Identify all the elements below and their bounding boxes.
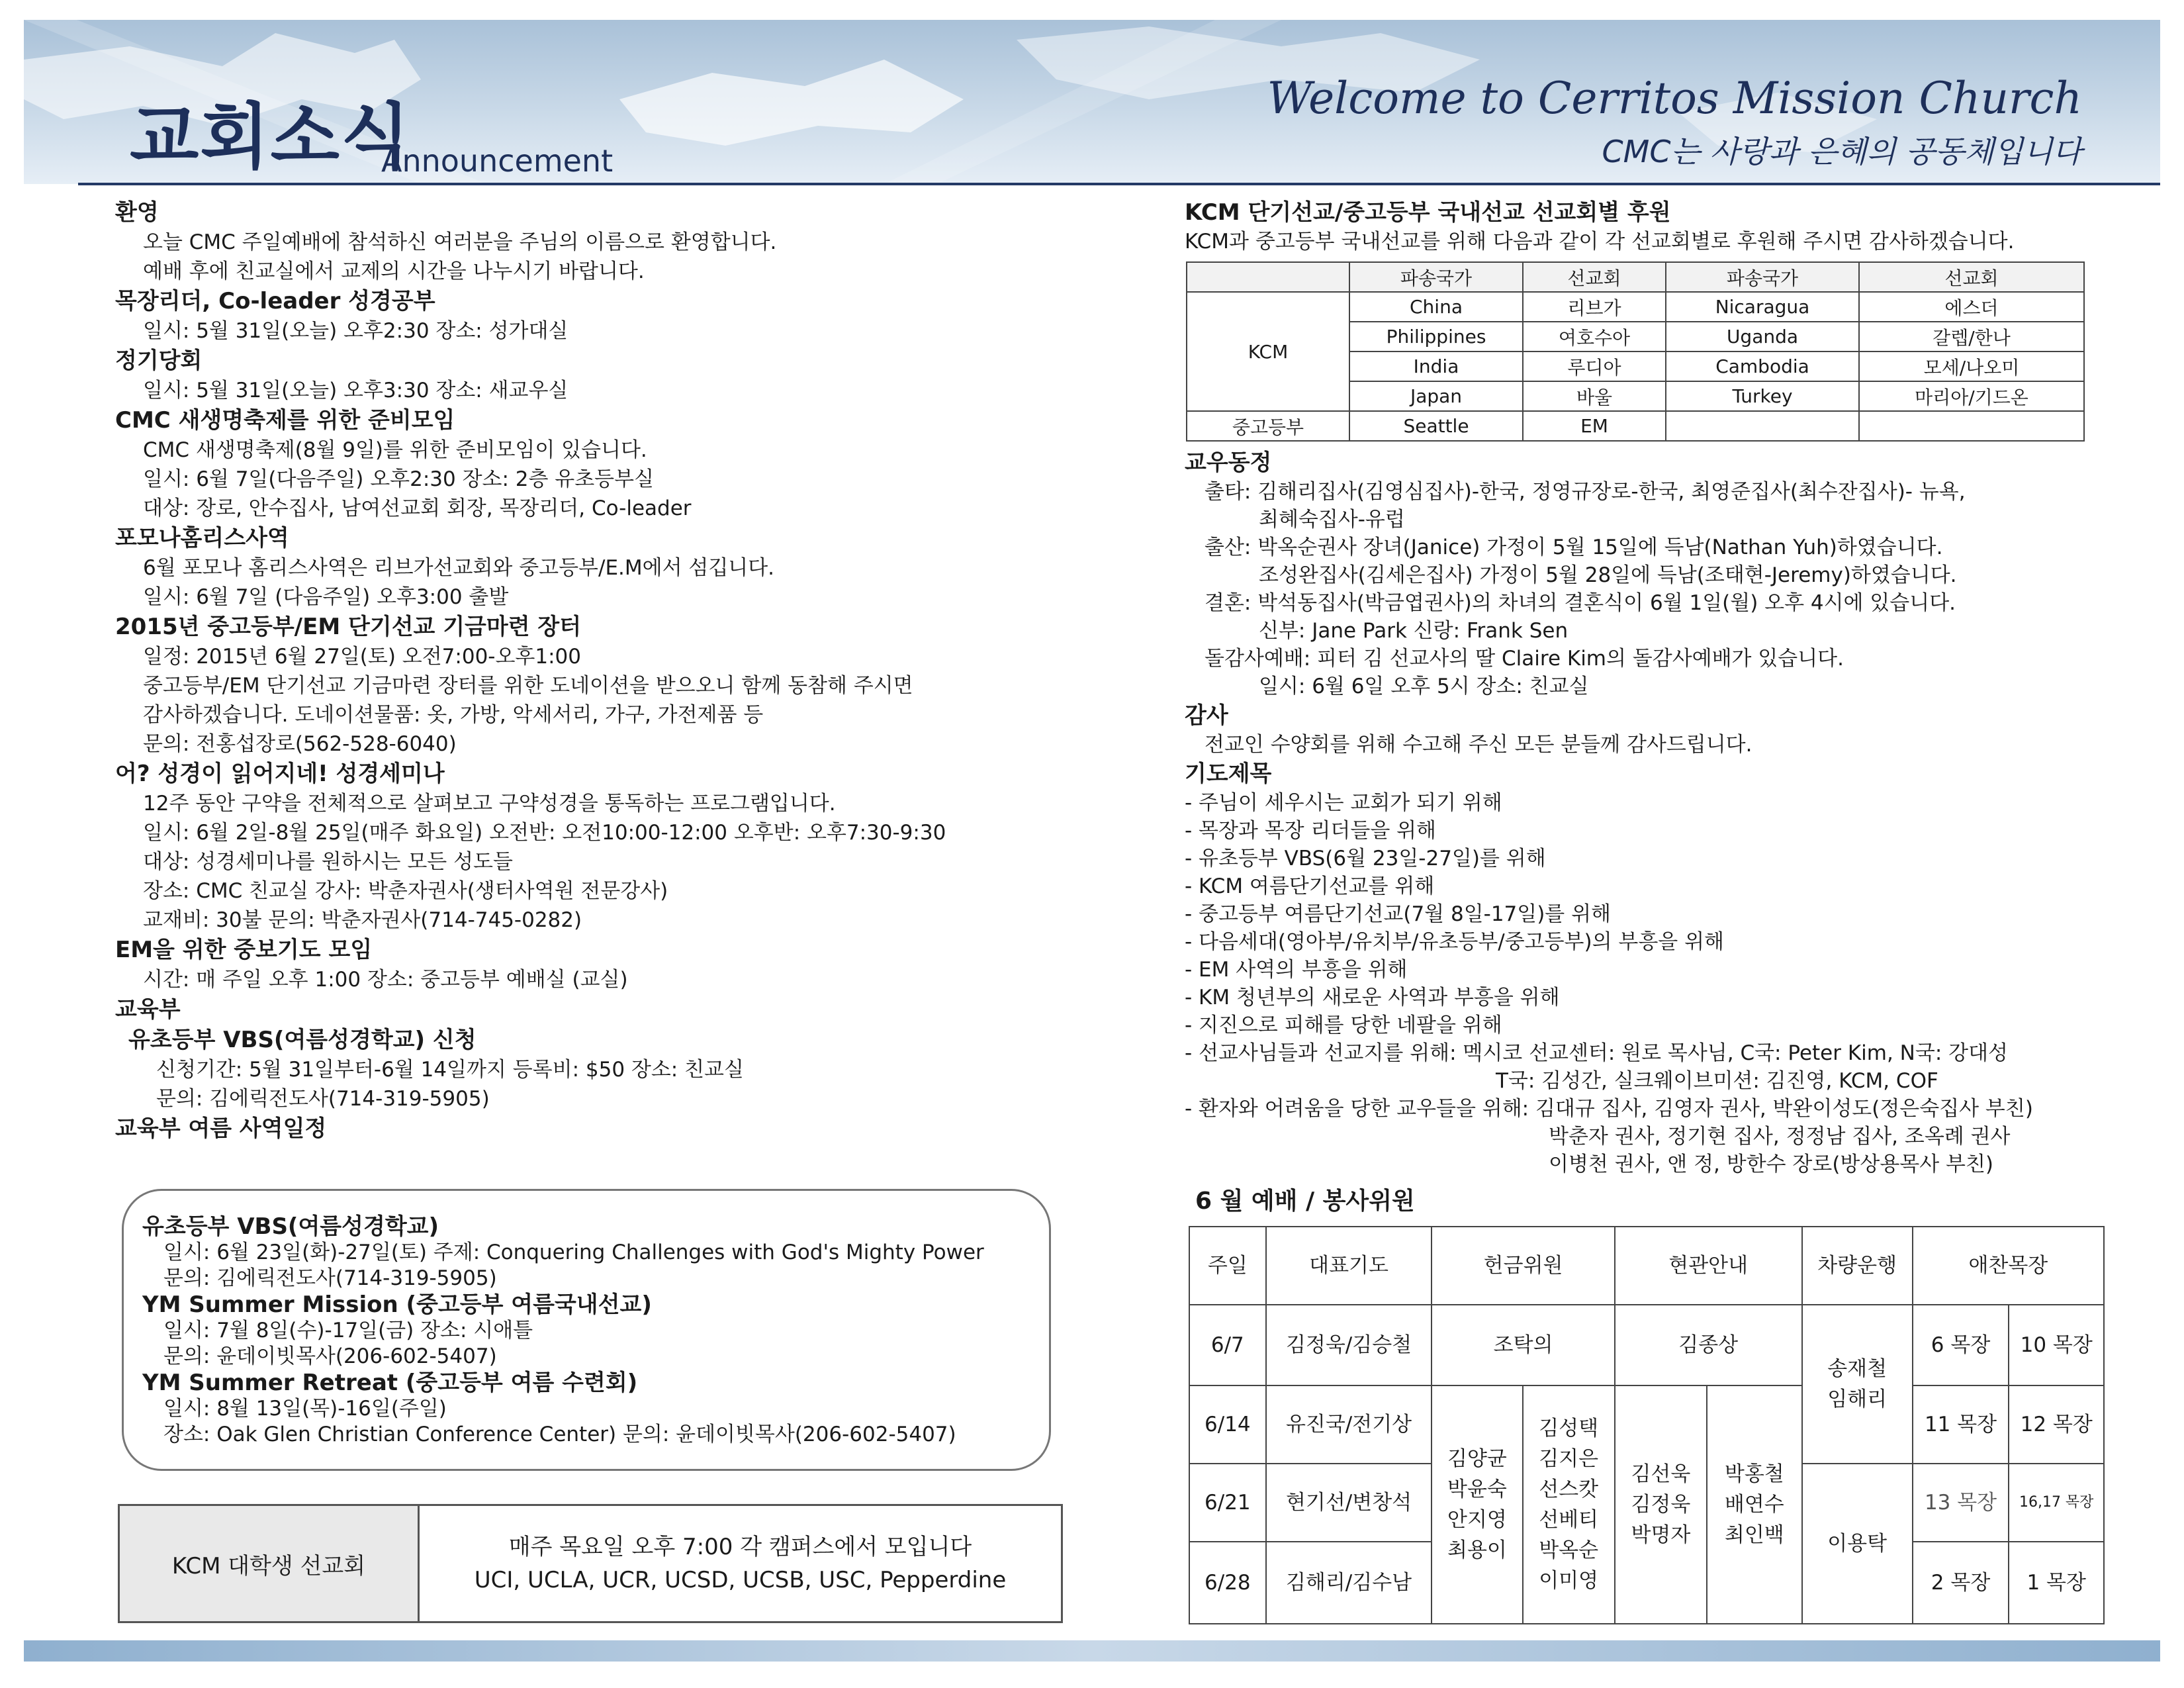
- table-cell: Seattle: [1349, 411, 1523, 441]
- box-line: 장소: Oak Glen Christian Conference Center) 문의: 윤데이빗목사(206-602-5407): [163, 1423, 956, 1446]
- table-header-cell: 애찬목장: [1913, 1227, 2104, 1305]
- date-cell: 6/21: [1189, 1464, 1266, 1542]
- offering-name: 박옥순: [1539, 1538, 1599, 1562]
- text-line: 일정: 2015년 6월 27일(토) 오전7:00-오후1:00: [143, 645, 581, 669]
- table-cell: 중고등부: [1187, 411, 1349, 441]
- text-line: 결혼: 박석동집사(박금엽권사)의 차녀의 결혼식이 6월 1일(월) 오후 4시에 있습니다.: [1205, 591, 1956, 615]
- prayer-cell: 현기선/변창석: [1266, 1464, 1432, 1542]
- table-header-cell: 현관안내: [1615, 1227, 1802, 1305]
- usher-group-a: [1615, 1385, 1707, 1624]
- prayer-item: - KCM 여름단기선교를 위해: [1185, 874, 1435, 898]
- section-heading: 목장리더, Co-leader 성경공부: [115, 288, 435, 314]
- text-line: 12주 동안 구약을 전체적으로 살펴보고 구약성경을 통독하는 프로그램입니다.: [143, 792, 836, 816]
- mokjang-cell: 16,17 목장: [2009, 1464, 2104, 1542]
- text-line: 일시: 5월 31일(오늘) 오후2:30 장소: 성가대실: [143, 319, 569, 343]
- offering-name: 김지은: [1539, 1447, 1599, 1471]
- table-header-cell: 선교회: [1859, 262, 2084, 292]
- prayer-cell: 김해리/김수남: [1266, 1542, 1432, 1624]
- table-cell: 모세/나오미: [1859, 352, 2084, 381]
- right-column: [1185, 197, 2111, 256]
- prayer-item-cont: 이병천 권사, 앤 정, 방한수 장로(방상용목사 부친): [1549, 1152, 1993, 1176]
- mokjang-cell: 11 목장: [1913, 1385, 2009, 1464]
- table-cell: 리브가: [1523, 292, 1666, 322]
- mokjang-cell: 6 목장: [1913, 1305, 2009, 1385]
- text-line: 전교인 수양회를 위해 수고해 주신 모든 분들께 감사드립니다.: [1205, 733, 1752, 757]
- text-line: 문의: 김에릭전도사(714-319-5905): [156, 1087, 490, 1111]
- text-line: 감사하겠습니다. 도네이션물품: 옷, 가방, 악세서리, 가구, 가전제품 등: [143, 703, 764, 727]
- table-cell: [1666, 411, 1859, 441]
- usher-name: 박명자: [1631, 1523, 1691, 1547]
- usher-name: 최인백: [1724, 1523, 1784, 1547]
- usher-cell: 김종상: [1615, 1305, 1802, 1385]
- driver-name: 송재철: [1827, 1357, 1888, 1381]
- section-heading: 어? 성경이 읽어지네! 성경세미나: [115, 761, 445, 787]
- box-heading: YM Summer Mission (중고등부 여름국내선교): [142, 1291, 652, 1318]
- right-column-lower: [1185, 447, 2111, 1178]
- box-line: 일시: 6월 23일(화)-27일(토) 주제: Conquering Challenges with God's Mighty Power: [163, 1241, 984, 1264]
- prayer-cell: 유진국/전기상: [1266, 1385, 1432, 1464]
- table-cell: Japan: [1349, 381, 1523, 411]
- text-line: 문의: 전홍섭장로(562-528-6040): [143, 732, 457, 756]
- driver-name: 임해리: [1827, 1387, 1888, 1411]
- driver-cell: [1802, 1305, 1913, 1464]
- table-row: [1189, 1305, 2104, 1385]
- box-heading: 유초등부 VBS(여름성경학교): [142, 1213, 439, 1240]
- title-korean: 교회소식: [130, 96, 412, 179]
- mokjang-cell: 13 목장: [1913, 1464, 2009, 1542]
- usher-name: 김선욱: [1631, 1462, 1691, 1486]
- prayer-item: - 주님이 세우시는 교회가 되기 위해: [1185, 791, 1502, 815]
- table-cell: China: [1349, 292, 1523, 322]
- service-table-title: 6 월 예배 / 봉사위원: [1195, 1188, 1415, 1215]
- offering-group-b: [1523, 1385, 1615, 1624]
- church-motto: CMC는 사랑과 은혜의 공동체입니다: [1602, 134, 2082, 169]
- table-cell: EM: [1523, 411, 1666, 441]
- kcm-university-info: [420, 1506, 1061, 1621]
- usher-name: 박홍철: [1724, 1462, 1784, 1486]
- table-cell: Cambodia: [1666, 352, 1859, 381]
- date-cell: 6/7: [1189, 1305, 1266, 1385]
- text-line: 최혜숙집사-유럽: [1259, 508, 1405, 532]
- table-cell: Uganda: [1666, 322, 1859, 352]
- section-heading: 정기당회: [115, 348, 203, 374]
- table-cell: Turkey: [1666, 381, 1859, 411]
- header-divider: [78, 183, 2160, 185]
- section-heading: 교육부 여름 사역일정: [115, 1115, 327, 1142]
- date-cell: 6/28: [1189, 1542, 1266, 1624]
- campus-list: UCI, UCLA, UCR, UCSD, UCSB, USC, Pepperdine: [474, 1567, 1007, 1593]
- box-line: 일시: 8월 13일(목)-16일(주일): [163, 1397, 447, 1421]
- table-cell: 에스더: [1859, 292, 2084, 322]
- prayer-item: - 환자와 어려움을 당한 교우들을 위해: 김대규 집사, 김영자 권사, 박완이성도(정은숙집사 부친): [1185, 1097, 2033, 1121]
- table-cell: India: [1349, 352, 1523, 381]
- offering-cell: 조탁의: [1432, 1305, 1614, 1385]
- prayer-item: - 유초등부 VBS(6월 23일-27일)를 위해: [1185, 847, 1546, 870]
- table-cell: 루디아: [1523, 352, 1666, 381]
- section-heading: 교육부: [115, 996, 181, 1023]
- offering-name: 최용이: [1447, 1538, 1507, 1562]
- text-line: 조성완집사(김세은집사) 가정이 5월 28일에 득남(조태현-Jeremy)하였습니다.: [1259, 563, 1957, 587]
- prayer-item: - 지진으로 피해를 당한 네팔을 위해: [1185, 1013, 1502, 1037]
- prayer-item: - EM 사역의 부흥을 위해: [1185, 958, 1408, 982]
- section-heading: 포모나홈리스사역: [115, 525, 289, 551]
- text-line: 출타: 김해리집사(김영심집사)-한국, 정영규장로-한국, 최영준집사(최수잔집사)- 뉴욕,: [1205, 480, 1966, 504]
- mokjang-cell: 10 목장: [2009, 1305, 2104, 1385]
- offering-group-a: [1432, 1385, 1522, 1624]
- section-heading: KCM 단기선교/중고등부 국내선교 선교회별 후원: [1185, 199, 1671, 226]
- left-column: [115, 197, 1095, 1144]
- meeting-time: 매주 목요일 오후 7:00 각 캠퍼스에서 모입니다: [508, 1534, 972, 1560]
- table-cell: 여호수아: [1523, 322, 1666, 352]
- footer-bar: [24, 1640, 2160, 1662]
- table-header-row: [1189, 1227, 2104, 1305]
- table-header-cell: 선교회: [1523, 262, 1666, 292]
- section-heading: 환영: [115, 199, 159, 226]
- section-heading: CMC 새생명축제를 위한 준비모임: [115, 407, 455, 434]
- prayer-item: - 선교사님들과 선교지를 위해: 멕시코 선교센터: 원로 목사님, C국: Peter Kim, N국: 강대성: [1185, 1041, 2008, 1065]
- text-line: 교재비: 30불 문의: 박춘자권사(714-745-0282): [143, 908, 582, 932]
- text-line: CMC 새생명축제(8월 9일)를 위한 준비모임이 있습니다.: [143, 438, 647, 462]
- section-heading: 감사: [1185, 702, 1228, 729]
- sub-heading: 유초등부 VBS(여름성경학교) 신청: [128, 1027, 477, 1053]
- box-line: 일시: 7월 8일(수)-17일(금) 장소: 시애틀: [163, 1319, 533, 1342]
- offering-name: 박윤숙: [1447, 1477, 1507, 1501]
- text-line: 신부: Jane Park 신랑: Frank Sen: [1259, 619, 1569, 643]
- table-cell: [1859, 411, 2084, 441]
- text-line: 일시: 6월 6일 오후 5시 장소: 친교실: [1259, 675, 1589, 698]
- text-line: 오늘 CMC 주일예배에 참석하신 여러분을 주님의 이름으로 환영합니다.: [143, 230, 777, 254]
- table-header-cell: 대표기도: [1266, 1227, 1432, 1305]
- kcm-university-label: KCM 대학생 선교회: [120, 1506, 420, 1621]
- welcome-title: Welcome to Cerritos Mission Church: [1267, 73, 2082, 124]
- date-cell: 6/14: [1189, 1385, 1266, 1464]
- text-line: 6월 포모나 홈리스사역은 리브가선교회와 중고등부/E.M에서 섬깁니다.: [143, 556, 775, 580]
- table-cell: Philippines: [1349, 322, 1523, 352]
- offering-name: 김양균: [1447, 1447, 1507, 1471]
- table-row: [1187, 292, 2084, 322]
- mokjang-cell: 12 목장: [2009, 1385, 2104, 1464]
- table-header-cell: 파송국가: [1349, 262, 1523, 292]
- table-header-cell: 주일: [1189, 1227, 1266, 1305]
- prayer-item-cont: 박춘자 권사, 정기현 집사, 정정남 집사, 조옥례 권사: [1549, 1125, 2011, 1149]
- text-line: 대상: 장로, 안수집사, 남여선교회 회장, 목장리더, Co-leader: [143, 496, 692, 520]
- header-banner: [24, 20, 2160, 184]
- box-heading: YM Summer Retreat (중고등부 여름 수련회): [142, 1370, 638, 1396]
- mokjang-cell: 2 목장: [1913, 1542, 2009, 1624]
- prayer-item: - 중고등부 여름단기선교(7월 8일-17일)를 위해: [1185, 902, 1612, 926]
- table-cell: 바울: [1523, 381, 1666, 411]
- section-heading: EM을 위한 중보기도 모임: [115, 937, 373, 963]
- text-line: 일시: 6월 2일-8월 25일(매주 화요일) 오전반: 오전10:00-12:00 오후반: 오후7:30-9:30: [143, 821, 946, 845]
- section-heading: 2015년 중고등부/EM 단기선교 기금마련 장터: [115, 614, 582, 640]
- table-header-row: [1187, 262, 2084, 292]
- offering-name: 안지영: [1447, 1508, 1507, 1532]
- prayer-item-cont: T국: 김성간, 실크웨이브미션: 김진영, KCM, COF: [1496, 1069, 1938, 1093]
- text-line: 일시: 6월 7일(다음주일) 오후2:30 장소: 2층 유초등부실: [143, 467, 655, 491]
- table-header-cell: 차량운행: [1802, 1227, 1913, 1305]
- text-line: 시간: 매 주일 오후 1:00 장소: 중고등부 예배실 (교실): [143, 968, 628, 992]
- usher-name: 김정욱: [1631, 1493, 1691, 1517]
- text-line: KCM과 중고등부 국내선교를 위해 다음과 같이 각 선교회별로 후원해 주시면 감사하겠습니다.: [1185, 230, 2015, 254]
- summer-schedule-box: [122, 1189, 1051, 1471]
- offering-name: 김성택: [1539, 1417, 1599, 1440]
- table-row: [1187, 411, 2084, 441]
- service-table: [1189, 1226, 2105, 1624]
- mission-support-table: [1186, 261, 2085, 442]
- box-line: 문의: 김에릭전도사(714-319-5905): [163, 1266, 497, 1290]
- prayer-item: - 목장과 목장 리더들을 위해: [1185, 819, 1437, 843]
- mokjang-cell: 1 목장: [2009, 1542, 2104, 1624]
- text-line: 돌감사예배: 피터 김 선교사의 딸 Claire Kim의 돌감사예배가 있습니다.: [1205, 647, 1844, 671]
- kcm-university-box: [118, 1504, 1063, 1623]
- text-line: 장소: CMC 친교실 강사: 박춘자권사(생터사역원 전문강사): [143, 879, 668, 903]
- table-header-cell: 파송국가: [1666, 262, 1859, 292]
- box-line: 문의: 윤데이빗목사(206-602-5407): [163, 1344, 497, 1368]
- table-cell: KCM: [1187, 292, 1349, 411]
- prayer-item: - 다음세대(영아부/유치부/유초등부/중고등부)의 부흥을 위해: [1185, 930, 1724, 954]
- text-line: 일시: 5월 31일(오늘) 오후3:30 장소: 새교우실: [143, 379, 569, 402]
- offering-name: 선스캇: [1539, 1477, 1599, 1501]
- table-cell: Nicaragua: [1666, 292, 1859, 322]
- text-line: 신청기간: 5월 31일부터-6월 14일까지 등록비: $50 장소: 친교실: [156, 1058, 744, 1082]
- text-line: 중고등부/EM 단기선교 기금마련 장터를 위한 도네이션을 받으오니 함께 동참해 주시면: [143, 674, 913, 698]
- text-line: 대상: 성경세미나를 원하시는 모든 성도들: [143, 850, 513, 874]
- usher-name: 배연수: [1724, 1493, 1784, 1517]
- offering-name: 이미영: [1539, 1569, 1599, 1593]
- table-row: [1189, 1385, 2104, 1464]
- prayer-item: - KM 청년부의 새로운 사역과 부흥을 위해: [1185, 986, 1560, 1009]
- offering-name: 선베티: [1539, 1508, 1599, 1532]
- text-line: 출산: 박옥순권사 장녀(Janice) 가정이 5월 15일에 득남(Nathan Yuh)하였습니다.: [1205, 536, 1943, 559]
- section-heading: 교우동정: [1185, 449, 1272, 476]
- table-header-cell: 헌금위원: [1432, 1227, 1614, 1305]
- usher-group-b: [1707, 1385, 1802, 1624]
- text-line: 일시: 6월 7일 (다음주일) 오후3:00 출발: [143, 585, 509, 609]
- section-heading: 기도제목: [1185, 761, 1272, 787]
- text-line: 예배 후에 친교실에서 교제의 시간을 나누시기 바랍니다.: [143, 259, 645, 283]
- table-cell: 마리아/기드온: [1859, 381, 2084, 411]
- table-cell: [1187, 262, 1349, 292]
- title-english: Announcement: [381, 143, 614, 179]
- driver-cell: 이용탁: [1802, 1464, 1913, 1624]
- prayer-cell: 김정욱/김승철: [1266, 1305, 1432, 1385]
- table-cell: 갈렙/한나: [1859, 322, 2084, 352]
